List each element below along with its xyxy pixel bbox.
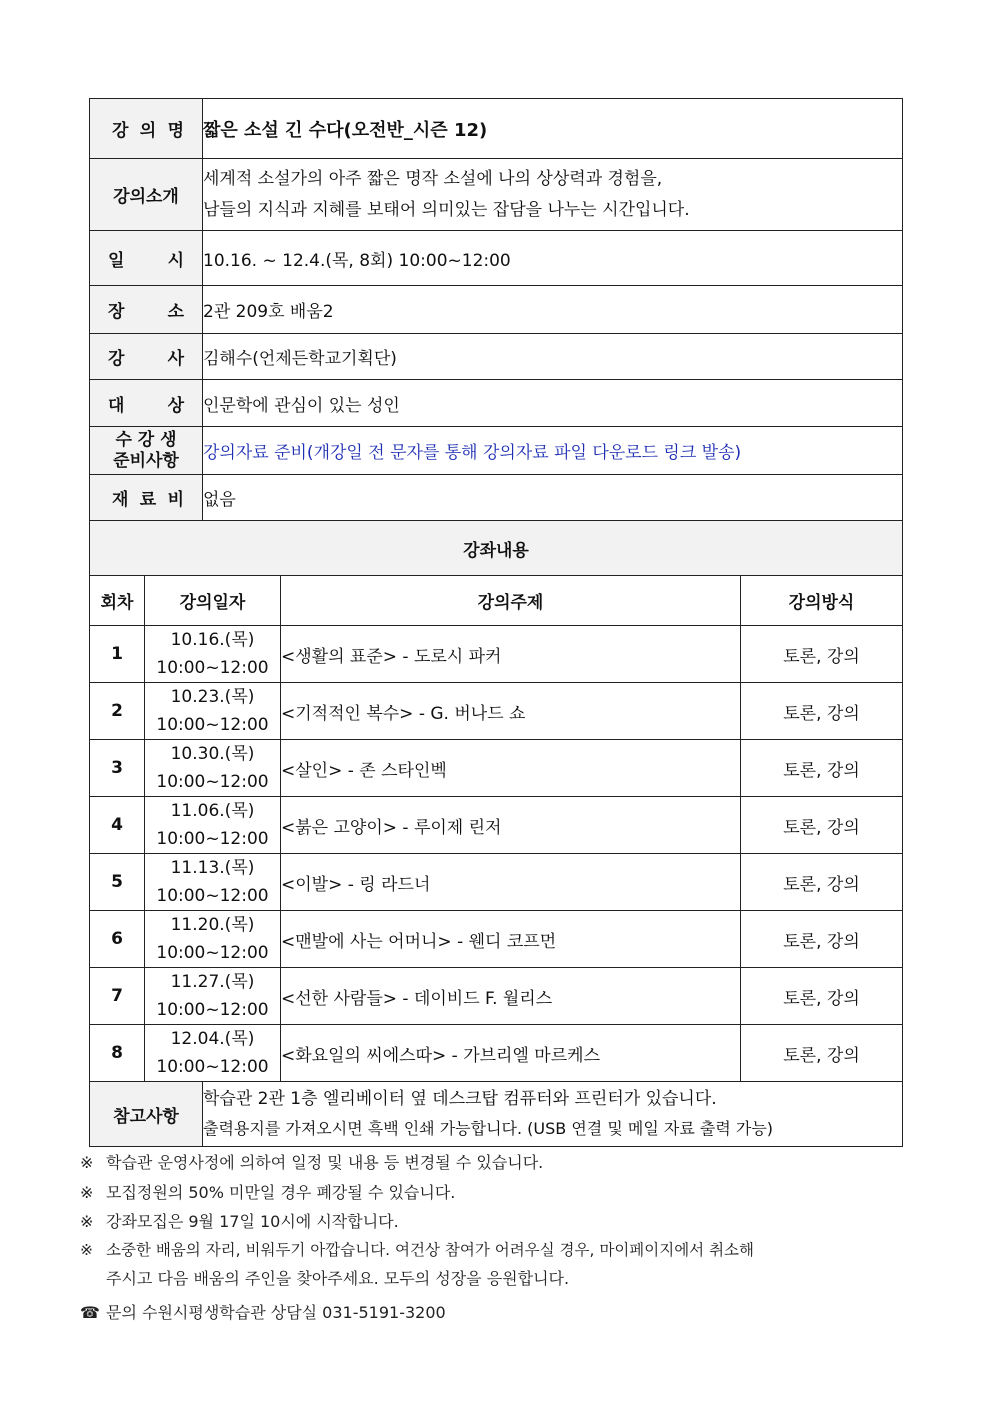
table-row	[90, 626, 903, 683]
table-row	[90, 854, 903, 911]
row-no: 4	[90, 797, 145, 854]
footer-note-4: ※ 소중한 배움의 자리, 비워두기 아깝습니다. 여건상 참여가 어려우실 경우, 마이페이지에서 취소해	[80, 1241, 755, 1259]
date-label: 일 시	[90, 231, 203, 286]
course-target: 인문학에 관심이 있는 성인	[203, 380, 903, 427]
course-intro: 세계적 소설가의 아주 짧은 명작 소설에 나의 상상력과 경험을, 남들의 지식과 지혜를 보태어 의미있는 잡담을 나누는 시간입니다.	[203, 159, 903, 231]
table-row	[90, 683, 903, 740]
row-method: 토론, 강의	[741, 683, 903, 740]
course-title: 짧은 소설 긴 수다(오전반_시즌 12)	[203, 99, 903, 159]
row-no: 2	[90, 683, 145, 740]
col-header-date: 강의일자	[145, 576, 281, 626]
row-topic: <이발> - 링 라드너	[281, 854, 741, 911]
row-method: 토론, 강의	[741, 626, 903, 683]
row-date: 11.27.(목) 10:00~12:00	[145, 968, 281, 1025]
row-no: 6	[90, 911, 145, 968]
place-label: 장 소	[90, 286, 203, 334]
title-label: 강 의 명	[90, 99, 203, 159]
row-no: 7	[90, 968, 145, 1025]
table-row	[90, 1025, 903, 1082]
phone-icon: ☎	[80, 1303, 100, 1322]
notes-content: 학습관 2관 1층 엘리베이터 옆 데스크탑 컴퓨터와 프린터가 있습니다. 출력용지를 가져오시면 흑백 인쇄 가능합니다. (USB 연결 및 메일 자료 출력 가능)	[203, 1082, 903, 1147]
row-date: 10.30.(목) 10:00~12:00	[145, 740, 281, 797]
row-method: 토론, 강의	[741, 740, 903, 797]
row-date: 12.04.(목) 10:00~12:00	[145, 1025, 281, 1082]
prep-label: 수 강 생 준비사항	[90, 427, 203, 475]
footer-note-2: ※ 모집정원의 50% 미만일 경우 폐강될 수 있습니다.	[80, 1183, 456, 1202]
course-fee: 없음	[203, 475, 903, 521]
col-header-method: 강의방식	[741, 576, 903, 626]
col-header-topic: 강의주제	[281, 576, 741, 626]
table-row	[90, 968, 903, 1025]
course-place: 2관 209호 배움2	[203, 286, 903, 334]
row-date: 11.13.(목) 10:00~12:00	[145, 854, 281, 911]
col-header-no: 회차	[90, 576, 145, 626]
row-topic: <기적적인 복수> - G. 버나드 쇼	[281, 683, 741, 740]
row-date: 11.20.(목) 10:00~12:00	[145, 911, 281, 968]
row-topic: <붉은 고양이> - 루이제 린저	[281, 797, 741, 854]
footer-note-1: ※ 학습관 운영사정에 의하여 일정 및 내용 등 변경될 수 있습니다.	[80, 1153, 544, 1172]
course-lecturer: 김해수(언제든학교기획단)	[203, 334, 903, 380]
fee-label: 재 료 비	[90, 475, 203, 521]
table-row	[90, 740, 903, 797]
row-method: 토론, 강의	[741, 911, 903, 968]
course-info-table	[89, 98, 903, 1147]
row-method: 토론, 강의	[741, 854, 903, 911]
row-topic: <화요일의 씨에스따> - 가브리엘 마르케스	[281, 1025, 741, 1082]
schedule-section-title: 강좌내용	[90, 521, 903, 576]
row-topic: <생활의 표준> - 도로시 파커	[281, 626, 741, 683]
row-no: 1	[90, 626, 145, 683]
row-topic: <맨발에 사는 어머니> - 웬디 코프먼	[281, 911, 741, 968]
footer-contact: ☎ 문의 수원시평생학습관 상담실 031-5191-3200	[80, 1303, 446, 1322]
notes-label: 참고사항	[90, 1082, 203, 1147]
target-label: 대 상	[90, 380, 203, 427]
table-row	[90, 911, 903, 968]
intro-label: 강의소개	[90, 159, 203, 231]
row-topic: <살인> - 존 스타인벡	[281, 740, 741, 797]
course-date: 10.16. ~ 12.4.(목, 8회) 10:00~12:00	[203, 231, 903, 286]
course-prep: 강의자료 준비(개강일 전 문자를 통해 강의자료 파일 다운로드 링크 발송)	[203, 427, 903, 475]
row-method: 토론, 강의	[741, 968, 903, 1025]
row-topic: <선한 사람들> - 데이비드 F. 월리스	[281, 968, 741, 1025]
row-method: 토론, 강의	[741, 797, 903, 854]
row-no: 5	[90, 854, 145, 911]
lecturer-label: 강 사	[90, 334, 203, 380]
row-method: 토론, 강의	[741, 1025, 903, 1082]
row-date: 11.06.(목) 10:00~12:00	[145, 797, 281, 854]
row-no: 3	[90, 740, 145, 797]
row-date: 10.16.(목) 10:00~12:00	[145, 626, 281, 683]
row-date: 10.23.(목) 10:00~12:00	[145, 683, 281, 740]
table-row	[90, 797, 903, 854]
footer-note-3: ※ 강좌모집은 9월 17일 10시에 시작합니다.	[80, 1212, 399, 1231]
footer-note-4-cont: 주시고 다음 배움의 주인을 찾아주세요. 모두의 성장을 응원합니다.	[106, 1269, 570, 1288]
row-no: 8	[90, 1025, 145, 1082]
